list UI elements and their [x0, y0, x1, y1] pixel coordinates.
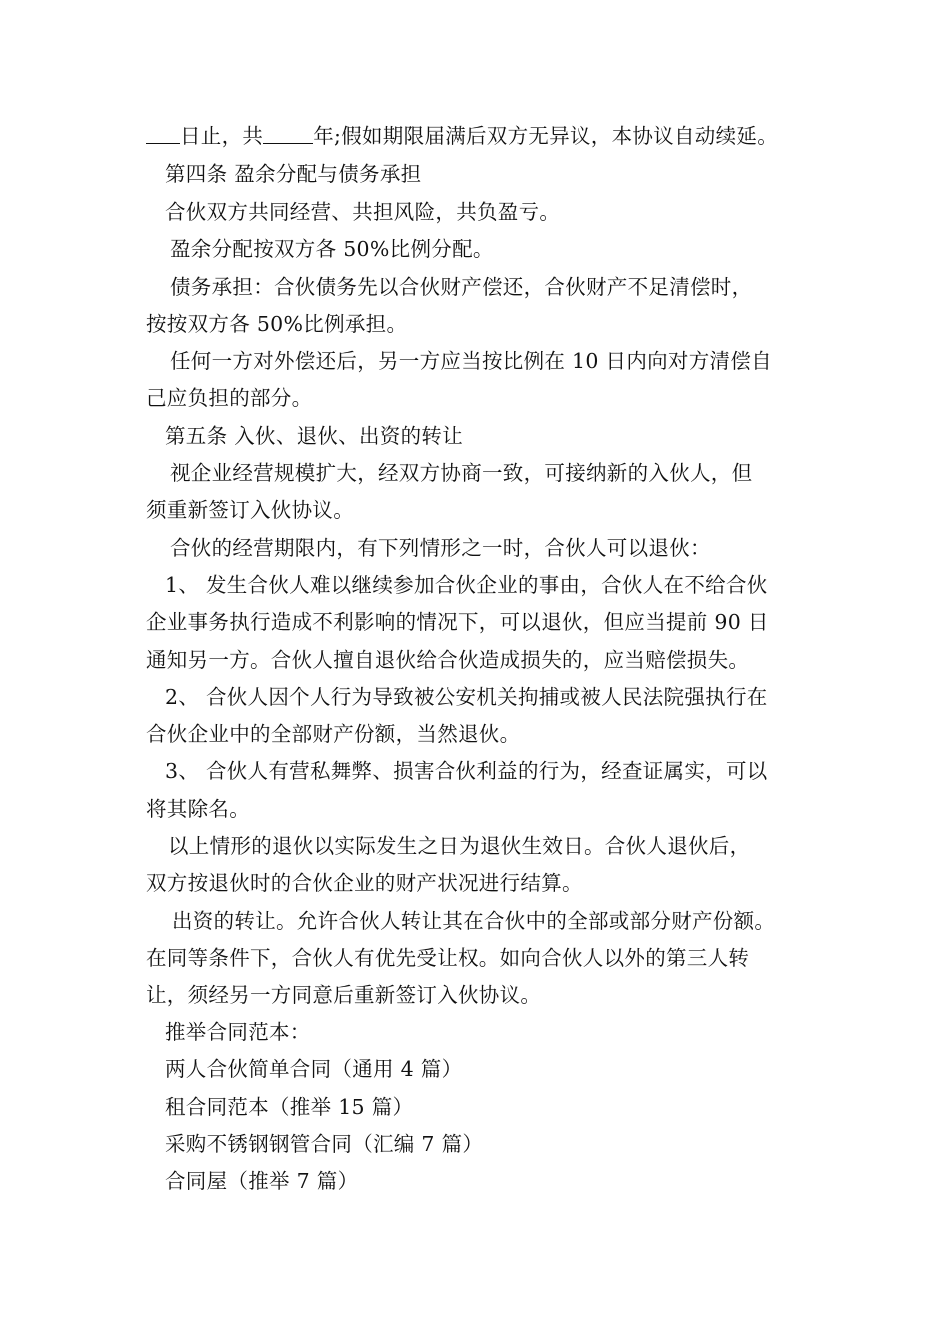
paragraph-line: 合伙双方共同经营、共担风险，共负盈亏。 — [165, 200, 561, 224]
section-heading: 第四条 盈余分配与债务承担 — [165, 162, 422, 186]
related-link[interactable]: 合同屋（推举 7 篇） — [165, 1169, 359, 1193]
text-span: 年;假如期限届满后双方无异议，本协议自动续延。 — [313, 124, 779, 148]
paragraph-line: 出资的转让。允许合伙人转让其在合伙中的全部或部分财产份额。 — [172, 909, 776, 933]
related-link[interactable]: 两人合伙简单合同（通用 4 篇） — [165, 1057, 463, 1081]
section-heading: 第五条 入伙、退伙、出资的转让 — [165, 424, 464, 448]
paragraph-line: 以上情形的退伙以实际发生之日为退伙生效日。合伙人退伙后， — [168, 834, 751, 858]
paragraph-line: 双方按退伙时的合伙企业的财产状况进行结算。 — [146, 871, 583, 895]
list-item-line: 2、 合伙人因个人行为导致被公安机关拘捕或被人民法院强执行在 — [165, 685, 768, 709]
paragraph-line: 在同等条件下，合伙人有优先受让权。如向合伙人以外的第三人转 — [146, 946, 750, 970]
related-link[interactable]: 租合同范本（推举 15 篇） — [165, 1095, 414, 1119]
paragraph-line: 视企业经营规模扩大，经双方协商一致，可接纳新的入伙人，但 — [170, 461, 753, 485]
paragraph-line: 己应负担的部分。 — [146, 386, 313, 410]
text-line — [146, 122, 778, 150]
related-heading: 推举合同范本： — [165, 1020, 311, 1044]
text-span: 日止，共 — [180, 124, 264, 148]
list-item-line: 1、 发生合伙人难以继续参加合伙企业的事由，合伙人在不给合伙 — [165, 573, 768, 597]
paragraph-line: 将其除名。 — [146, 797, 250, 821]
paragraph-line: 须重新签订入伙协议。 — [146, 498, 354, 522]
blank-underline — [146, 123, 180, 144]
paragraph-line: 合伙的经营期限内，有下列情形之一时，合伙人可以退伙： — [170, 536, 711, 560]
paragraph-line: 企业事务执行造成不利影响的情况下，可以退伙，但应当提前 90 日 — [146, 610, 769, 634]
related-link[interactable]: 采购不锈钢钢管合同（汇编 7 篇） — [165, 1132, 484, 1156]
paragraph-line: 通知另一方。合伙人擅自退伙给合伙造成损失的，应当赔偿损失。 — [146, 648, 750, 672]
paragraph-line: 任何一方对外偿还后，另一方应当按比例在 10 日内向对方清偿自 — [170, 349, 772, 373]
paragraph-line: 盈余分配按双方各 50%比例分配。 — [170, 237, 494, 261]
paragraph-line: 让，须经另一方同意后重新签订入伙协议。 — [146, 983, 542, 1007]
paragraph-line: 合伙企业中的全部财产份额，当然退伙。 — [146, 722, 521, 746]
list-item-line: 3、 合伙人有营私舞弊、损害合伙利益的行为，经查证属实，可以 — [165, 759, 768, 783]
blank-underline — [263, 123, 313, 144]
paragraph-line: 按按双方各 50%比例承担。 — [146, 312, 408, 336]
paragraph-line: 债务承担：合伙债务先以合伙财产偿还，合伙财产不足清偿时， — [170, 275, 753, 299]
